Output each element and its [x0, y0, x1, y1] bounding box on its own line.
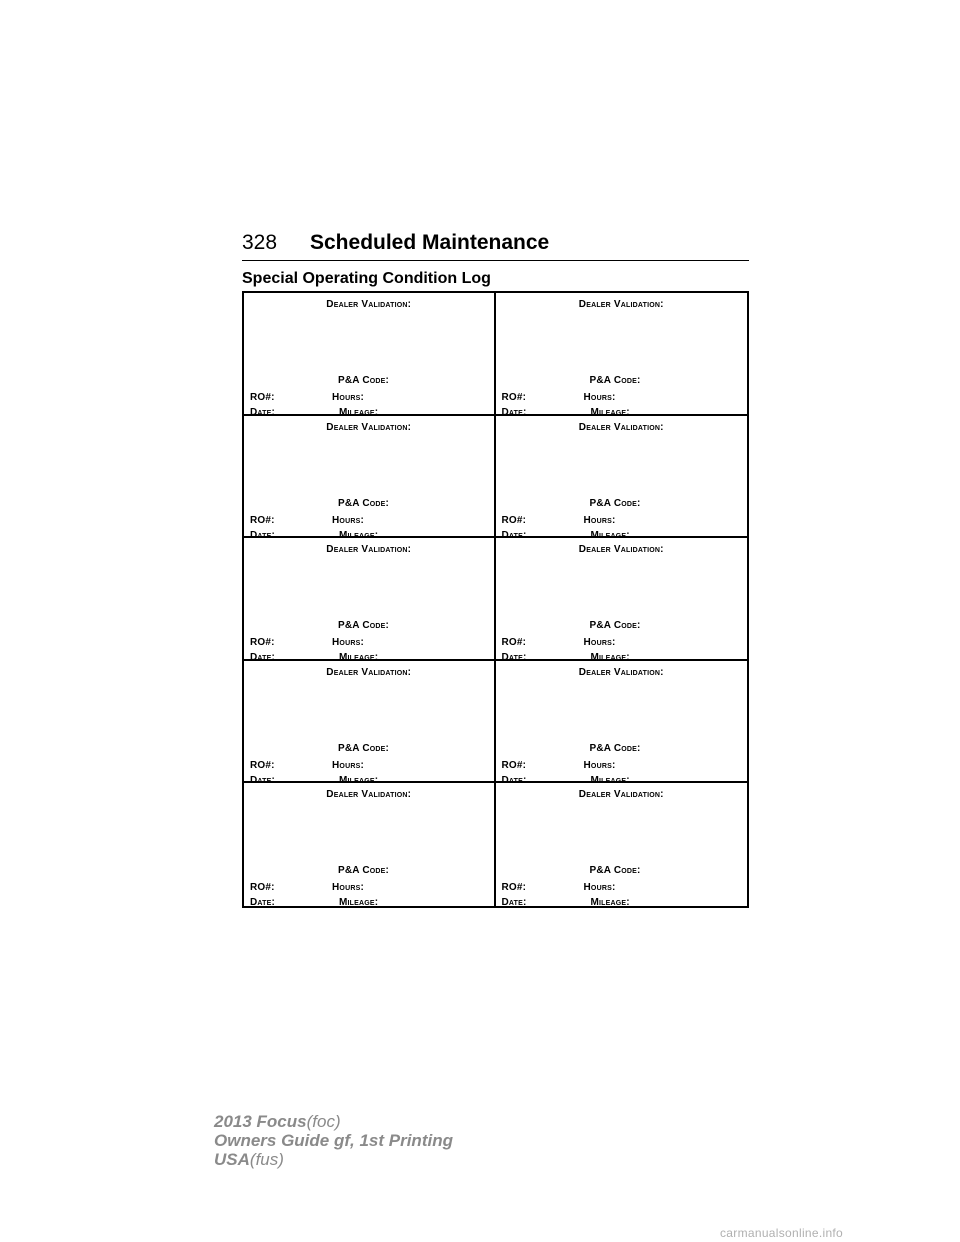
pa-code-label: P&A Code: [589, 497, 641, 509]
pa-code-label: P&A Code: [589, 742, 641, 754]
pa-code-label: P&A Code: [338, 620, 390, 632]
ro-number-label: RO#: [501, 392, 527, 403]
footer-market: USA [214, 1150, 250, 1169]
hours-label: Hours: [583, 882, 616, 894]
pa-code-label: P&A Code: [589, 865, 641, 877]
hours-label: Hours: [583, 392, 616, 403]
hours-label: Hours: [583, 759, 616, 771]
watermark: carmanualsonline.info [720, 1226, 844, 1240]
log-entry-cell [496, 293, 748, 416]
hours-label: Hours: [332, 759, 364, 771]
hours-label: Hours: [332, 882, 364, 894]
pa-code-label: P&A Code: [338, 742, 390, 754]
log-entry-cell [244, 783, 496, 909]
date-label: Date: [501, 774, 527, 786]
pa-code-label: P&A Code: [589, 375, 641, 386]
ro-number-label: RO#: [250, 637, 275, 649]
log-entry-cell [496, 783, 748, 909]
date-label: Date: [501, 652, 527, 664]
date-label: Date: [250, 652, 276, 664]
hours-label: Hours: [332, 637, 364, 649]
ro-number-label: RO#: [250, 882, 275, 894]
condition-log-table [242, 291, 749, 908]
mileage-label: Mileage: [590, 529, 630, 541]
hours-label: Hours: [332, 392, 364, 403]
section-title: Special Operating Condition Log [242, 270, 491, 287]
log-entry-cell [496, 538, 748, 664]
ro-number-label: RO#: [501, 759, 527, 771]
page-footer [214, 1112, 453, 1169]
dealer-validation-label: Dealer Validation: [326, 299, 412, 310]
log-entry-cell [244, 293, 496, 416]
mileage-label: Mileage: [339, 407, 379, 418]
footer-market-code: (fus) [249, 1150, 284, 1169]
dealer-validation-label: Dealer Validation: [578, 299, 664, 310]
mileage-label: Mileage: [339, 652, 379, 664]
date-label: Date: [250, 407, 276, 418]
hours-label: Hours: [583, 514, 616, 526]
dealer-validation-label: Dealer Validation: [326, 789, 412, 801]
ro-number-label: RO#: [501, 882, 527, 894]
date-label: Date: [501, 897, 527, 909]
ro-number-label: RO#: [250, 514, 275, 526]
ro-number-label: RO#: [501, 514, 527, 526]
footer-guide: Owners Guide gf, 1st Printing [214, 1131, 453, 1150]
date-label: Date: [250, 774, 276, 786]
ro-number-label: RO#: [250, 392, 275, 403]
footer-model-code: (foc) [306, 1112, 341, 1131]
date-label: Date: [501, 529, 527, 541]
dealer-validation-label: Dealer Validation: [326, 544, 412, 556]
date-label: Date: [250, 897, 276, 909]
ro-number-label: RO#: [250, 759, 275, 771]
log-entry-cell [244, 416, 496, 539]
date-label: Date: [501, 407, 527, 418]
log-entry-cell [496, 661, 748, 784]
pa-code-label: P&A Code: [338, 497, 390, 509]
mileage-label: Mileage: [590, 897, 630, 909]
chapter-title: Scheduled Maintenance [310, 231, 550, 254]
mileage-label: Mileage: [590, 407, 630, 418]
ro-number-label: RO#: [501, 637, 527, 649]
dealer-validation-label: Dealer Validation: [578, 666, 664, 678]
page-number: 328 [242, 231, 278, 254]
log-entry-cell [244, 661, 496, 784]
footer-model: 2013 Focus [214, 1112, 307, 1131]
dealer-validation-label: Dealer Validation: [326, 421, 412, 433]
mileage-label: Mileage: [339, 774, 379, 786]
mileage-label: Mileage: [339, 529, 379, 541]
dealer-validation-label: Dealer Validation: [326, 666, 412, 678]
pa-code-label: P&A Code: [589, 620, 641, 632]
dealer-validation-label: Dealer Validation: [578, 544, 664, 556]
pa-code-label: P&A Code: [338, 865, 390, 877]
dealer-validation-label: Dealer Validation: [578, 421, 664, 433]
date-label: Date: [250, 529, 276, 541]
mileage-label: Mileage: [339, 897, 379, 909]
hours-label: Hours: [332, 514, 364, 526]
mileage-label: Mileage: [590, 652, 630, 664]
log-entry-cell [244, 538, 496, 664]
pa-code-label: P&A Code: [338, 375, 390, 386]
log-entry-cell [496, 416, 748, 539]
hours-label: Hours: [583, 637, 616, 649]
page-header [242, 229, 749, 261]
dealer-validation-label: Dealer Validation: [578, 789, 664, 801]
mileage-label: Mileage: [590, 774, 630, 786]
